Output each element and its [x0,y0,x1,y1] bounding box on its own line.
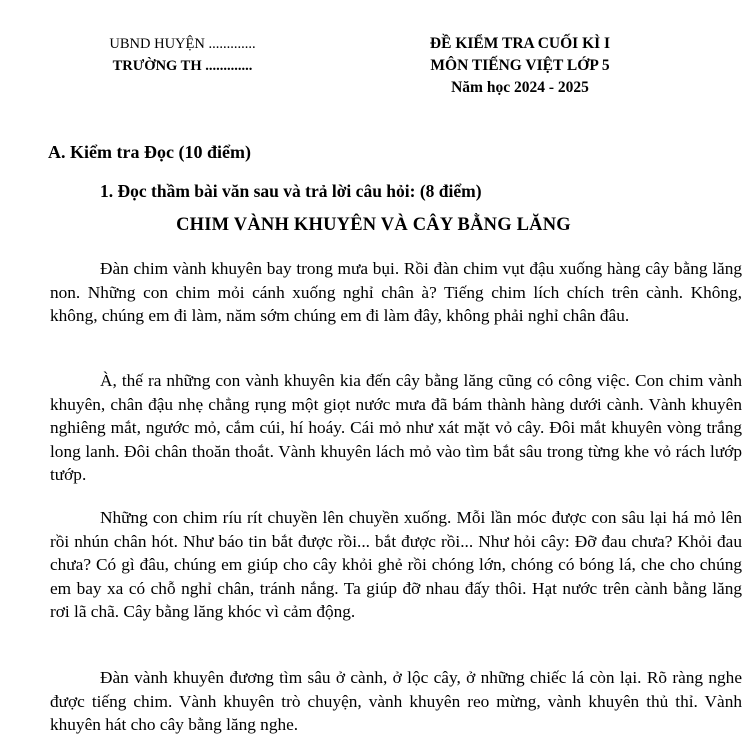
story-paragraph: Những con chim ríu rít chuyền lên chuyền xuống. Mỗi lần móc được con sâu lại há mỏ lên rồi nhún chân hót. Như báo tin bắt được rồi... bắt được rồi... Như hỏi cây: Đỡ đau chưa? Khỏi đau chưa? Có gì đâu, chúng em giúp cho cây khỏi ghẻ rồi chóng lớn, chóng có bóng lá, che cho chúng em bay xa có chỗ nghỉ chân, tránh nắng. Ta giúp đỡ nhau đấy thôi. Hạt nước trên cành bằng lăng rơi lã chã. Cây bằng lăng khóc vì cảm động. [50,508,742,621]
story-paragraph: Đàn chim vành khuyên bay trong mưa bụi. Rồi đàn chim vụt đậu xuống hàng cây bằng lăng non. Những con chim mỏi cánh xuống nghỉ chân à? Tiếng chim lích chích trên cành. Không, không, chúng em đi làm, năm sớm chúng em đi làm đây, không phải nghỉ chân đâu. [50,259,742,325]
district-label: UBND HUYỆN ............. [109,36,256,52]
question-heading: 1. Đọc thầm bài văn sau và trả lời câu hỏi: (8 điểm) [100,181,482,201]
exam-title: ĐỀ KIỂM TRA CUỐI KÌ I [429,35,611,52]
story-title: CHIM VÀNH KHUYÊN VÀ CÂY BẰNG LĂNG [176,215,571,235]
story-paragraph: À, thế ra những con vành khuyên kia đến cây bằng lăng cũng có công việc. Con chim vành khuyên, chân đậu nhẹ chẳng rụng một giọt nước mưa đã bám thành hàng dưới cành. Vành khuyên nghiêng mắt, ngước mỏ, cắm cúi, hí hoáy. Cái mỏ như xát mặt vỏ cây. Đôi mắt khuyên vòng trắng long lanh. Đôi chân thoăn thoắt. Vành khuyên lách mỏ vào tìm bắt sâu trong từng khe vỏ rách lướp tướp. [50,371,742,484]
section-heading: A. Kiểm tra Đọc (10 điểm) [48,142,251,162]
exam-subject: MÔN TIẾNG VIỆT LỚP 5 [430,57,610,74]
school-year: Năm học 2024 - 2025 [451,79,589,96]
story-paragraph: Đàn vành khuyên đương tìm sâu ở cành, ở lộc cây, ở những chiếc lá còn lại. Rõ ràng nghe được tiếng chim. Vành khuyên trò chuyện, vành khuyên reo mừng, vành khuyên thủ thỉ. Vành khuyên hát cho cây bằng lăng nghe. [50,668,742,734]
exam-header [395,33,645,99]
school-header [55,33,310,77]
school-label: TRƯỜNG TH ............. [112,58,253,74]
